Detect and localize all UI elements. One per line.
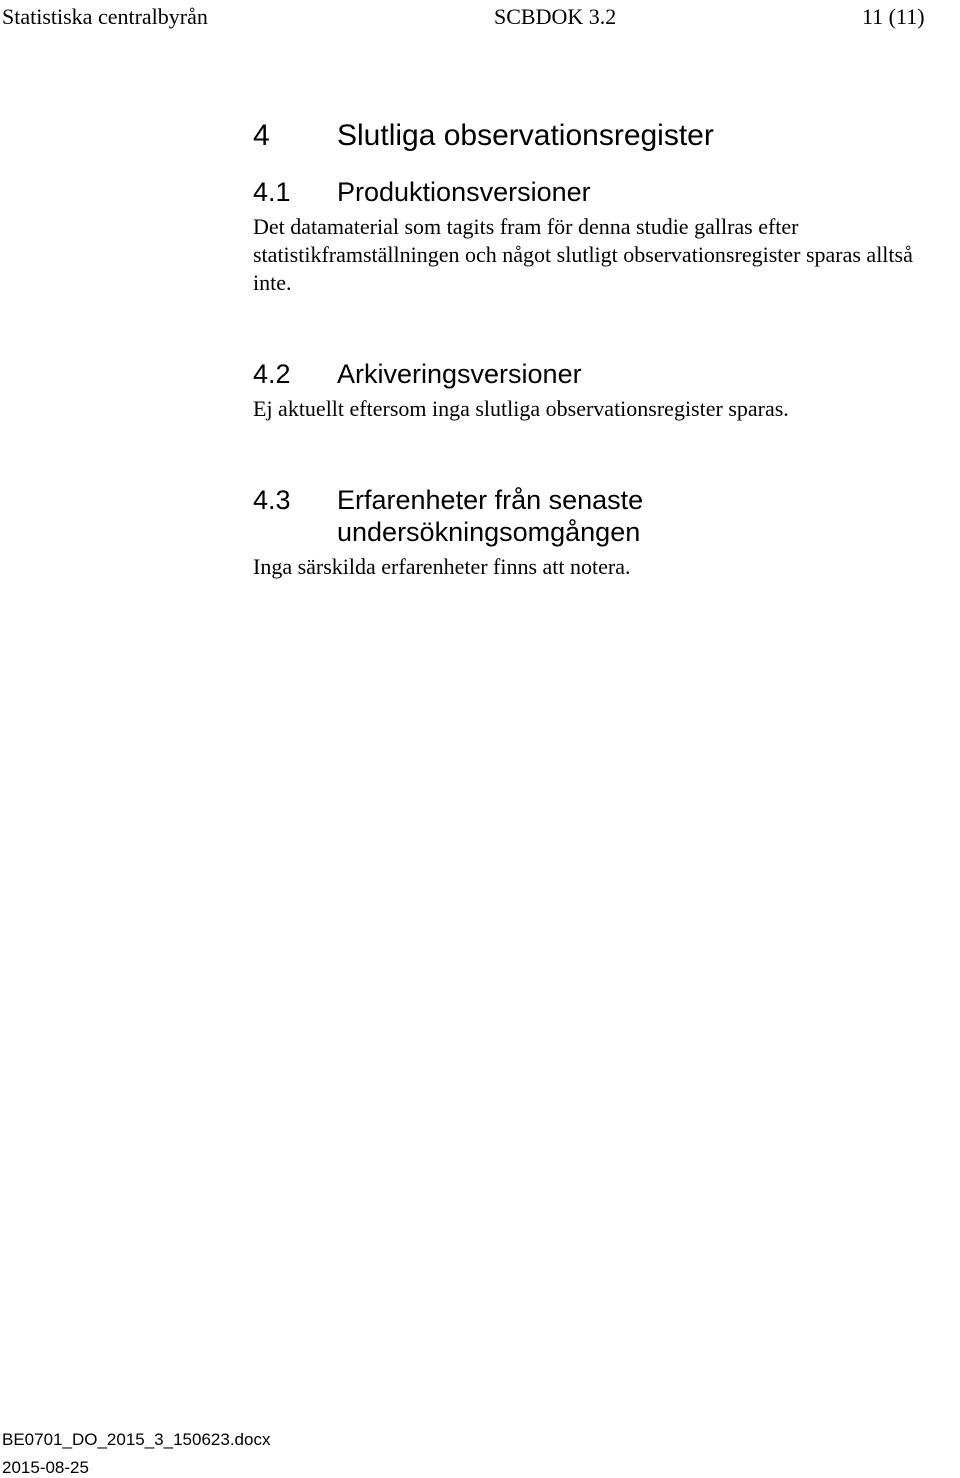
section-paragraph-4-2: Ej aktuellt eftersom inga slutliga observationsregister sparas.: [253, 396, 789, 421]
section-heading-4-1: [253, 176, 591, 208]
section-heading-4-2: [253, 358, 582, 390]
section-paragraph-4-1: Det datamaterial som tagits fram för denna studie gallras efter statistikframställningen och något slutligt observationsregister sparas alltså inte.: [253, 214, 913, 295]
chapter-number: 4: [253, 119, 270, 152]
footer-filename: BE0701_DO_2015_3_150623.docx: [2, 1430, 271, 1449]
chapter-title: Slutliga observationsregister: [337, 119, 714, 152]
section-heading-4-3: [253, 484, 643, 548]
section-title: Arkiveringsversioner: [337, 359, 582, 389]
section-number: 4.3: [253, 485, 291, 515]
section-title: Produktionsversioner: [337, 177, 591, 207]
section-title-line-2: undersökningsomgången: [337, 517, 641, 547]
chapter-heading: [253, 118, 714, 154]
section-number: 4.1: [253, 177, 291, 207]
section-title: [337, 484, 643, 548]
header-organization: Statistiska centralbyrån: [2, 4, 208, 29]
footer-date: 2015-08-25: [2, 1458, 89, 1477]
section-title-line-1: Erfarenheter från senaste: [337, 485, 644, 515]
section-paragraph-4-3: Inga särskilda erfarenheter finns att notera.: [253, 554, 631, 579]
header-page-number: 11 (11): [862, 4, 925, 29]
header-document-id: SCBDOK 3.2: [494, 4, 617, 29]
section-number: 4.2: [253, 359, 291, 389]
